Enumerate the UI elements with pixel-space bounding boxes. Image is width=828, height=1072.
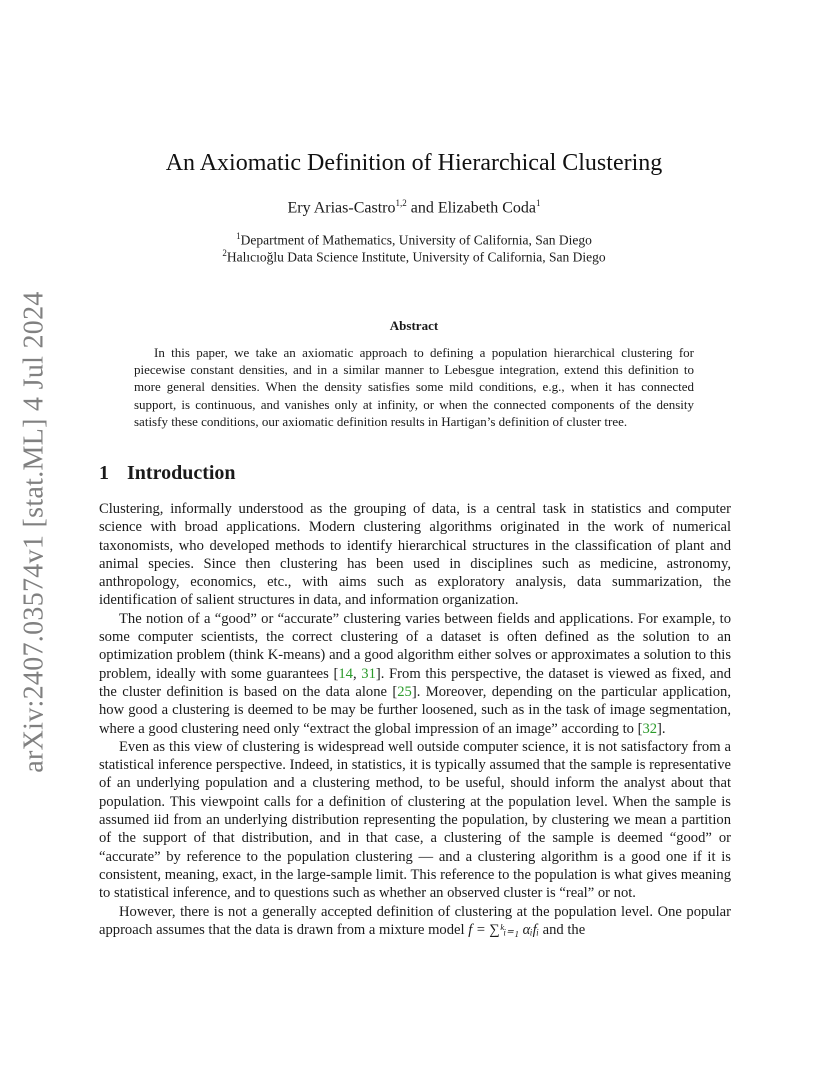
section-heading <box>99 462 236 485</box>
author-line <box>0 198 828 217</box>
affiliation-line <box>0 231 828 249</box>
paragraph-text: ]. <box>657 720 666 737</box>
arxiv-side-stamp <box>12 291 58 773</box>
paragraph-text: The notion of a “good” or “accurate” clustering varies between fields and applications. For example, to some computer scientists, the correct clustering of a dataset is often defined as the solution to an optimization problem (think K-means) and a good algorithm either solves or approximates a solution to this problem, ideally with some guarantees [ <box>99 610 731 682</box>
paragraph-text: and the <box>538 921 586 938</box>
author-conjunction: and <box>406 199 438 217</box>
author-affiliation-mark: 1,2 <box>395 198 407 208</box>
arxiv-identifier: arXiv:2407.03574v1 [stat.ML] 4 Jul 2024 <box>19 291 51 773</box>
affiliation-text: Halıcıoğlu Data Science Institute, University of California, San Diego <box>226 249 606 265</box>
citation-link[interactable]: 32 <box>642 720 658 737</box>
section-number: 1 <box>99 462 109 484</box>
section-title: Introduction <box>127 462 236 484</box>
paragraph-text: ]. From this perspective, the dataset is viewed as fixed, and the cluster definition is based on the data alone [ <box>99 665 731 700</box>
mixture-formula: f = ∑ᵏᵢ₌₁ αᵢfᵢ <box>468 921 539 938</box>
paragraph-text: , <box>352 665 362 682</box>
paragraph: Clustering, informally understood as the grouping of data, is a central task in statistics and computer science with broad applications. Modern clustering algorithms originated in the work of numerical taxonomists, who developed methods to identify hierarchical structures in the classification of plant and animal species. Since then clustering has been used in disciplines such as medicine, astronomy, anthropology, economics, etc., with aims such as exploratory analysis, data summarization, the identification of salient structures in data, and information organization. <box>99 501 731 609</box>
citation-link[interactable]: 14 <box>338 665 353 682</box>
affiliation-mark: 1 <box>236 231 241 241</box>
paragraph <box>99 903 731 940</box>
paper-title: An Axiomatic Definition of Hierarchical Clustering <box>165 150 663 176</box>
citation-link[interactable]: 31 <box>361 665 376 682</box>
paragraph-text: However, there is not a generally accepted definition of clustering at the population level. One popular approach assumes that the data is drawn from a mixture model <box>99 903 731 938</box>
paragraph: Even as this view of clustering is widespread well outside computer science, it is not satisfactory from a statistical inference perspective. Indeed, in statistics, it is typically assumed that the sample is representative of an underlying population and a clustering method, to be useful, should inform the analyst about that population. This viewpoint calls for a definition of clustering at the population level. When the sample is assumed iid from an underlying distribution representing the population, by clustering we mean a partition of the support of that distribution, and in that case, a clustering of the sample is deemed “good” or “accurate” by reference to the population clustering — and a clustering algorithm is a good one if it is consistent, meaning, exact, in the large-sample limit. This reference to the population is what gives meaning to statistical inference, and to questions such as whether an observed cluster is “real” or not. <box>99 738 731 902</box>
author-affiliation-mark: 1 <box>536 198 541 208</box>
abstract-heading: Abstract <box>389 318 439 333</box>
author-name: Ery Arias-Castro <box>287 199 396 217</box>
paragraph <box>99 610 731 738</box>
abstract-text: In this paper, we take an axiomatic approach to defining a population hierarchical clustering for piecewise constant densities, and in a similar manner to Lebesgue integration, extend this definition to more general densities. When the density satisfies some mild conditions, e.g., when it has connected support, is continuous, and vanishes only at infinity, or when the connected components of the density satisfy these conditions, our axiomatic definition results in Hartigan’s definition of cluster tree. <box>134 345 694 429</box>
affiliation-mark: 2 <box>222 248 227 258</box>
affiliation-text: Department of Mathematics, University of California, San Diego <box>240 232 592 248</box>
citation-link[interactable]: 25 <box>397 683 412 700</box>
paragraph-text: ]. Moreover, depending on the particular application, how good a clustering is deemed to be may be further loosened, such as in the task of image segmentation, where a good clustering need only “extract the global impression of an image” according to [ <box>99 683 731 737</box>
affiliation-line <box>0 248 828 266</box>
body-text <box>99 500 731 939</box>
author-name: Elizabeth Coda <box>437 199 537 217</box>
